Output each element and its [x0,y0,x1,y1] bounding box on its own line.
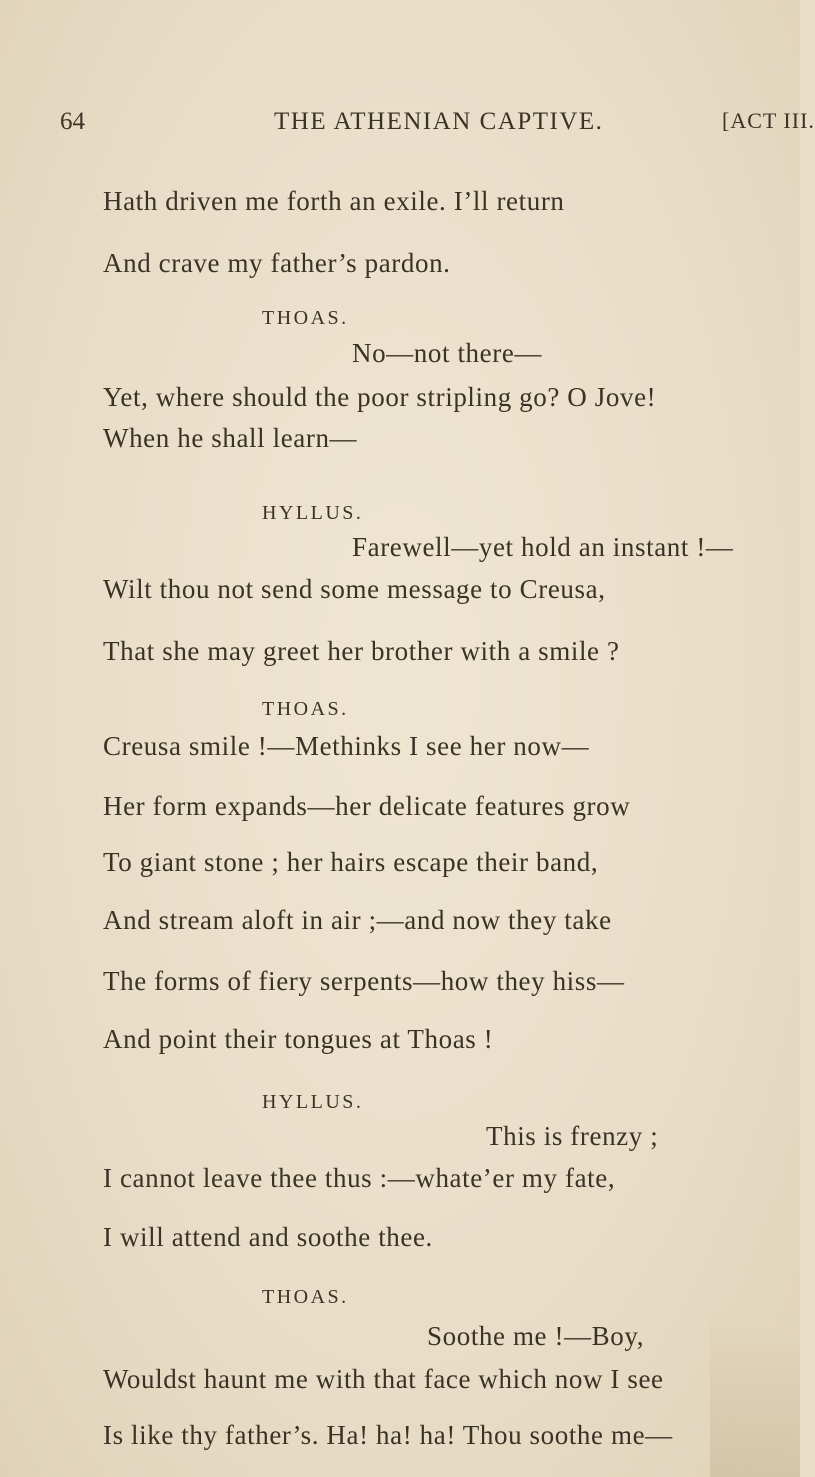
verse-line: That she may greet her brother with a smile ? [103,636,620,666]
verse-line: Creusa smile !—Methinks I see her now— [103,731,590,761]
verse-line: Wouldst haunt me with that face which now I see [103,1364,664,1394]
verse-line: Hath driven me forth an exile. I’ll return [103,186,565,216]
speaker-name: HYLLUS. [262,1091,364,1113]
running-title: THE ATHENIAN CAPTIVE. [274,108,604,135]
speaker-name: THOAS. [262,307,349,329]
verse-line: Soothe me !—Boy, [427,1321,645,1351]
verse-line: And point their tongues at Thoas ! [103,1024,494,1054]
verse-line: Yet, where should the poor stripling go? O Jove! [103,382,657,412]
page-header [60,108,815,148]
verse-line: I will attend and soothe thee. [103,1222,433,1252]
verse-line: Her form expands—her delicate features grow [103,791,631,821]
page-number: 64 [60,108,85,135]
speaker-name: HYLLUS. [262,502,364,524]
verse-line: No—not there— [352,338,543,368]
verse-line: And crave my father’s pardon. [103,248,451,278]
act-label: [ACT III. [722,108,815,133]
verse-line: And stream aloft in air ;—and now they take [103,905,612,935]
verse-line: When he shall learn— [103,423,358,453]
verse-line: Is like thy father’s. Ha! ha! ha! Thou soothe me— [103,1420,673,1450]
speaker-name: THOAS. [262,1286,349,1308]
verse-line: To giant stone ; her hairs escape their band, [103,847,599,877]
speaker-name: THOAS. [262,698,349,720]
verse-line: I cannot leave thee thus :—whate’er my fate, [103,1163,616,1193]
verse-line: This is frenzy ; [486,1121,659,1151]
verse-line: The forms of fiery serpents—how they hiss— [103,966,625,996]
verse-line: Farewell—yet hold an instant !— [352,532,734,562]
verse-line: Wilt thou not send some message to Creusa, [103,574,606,604]
